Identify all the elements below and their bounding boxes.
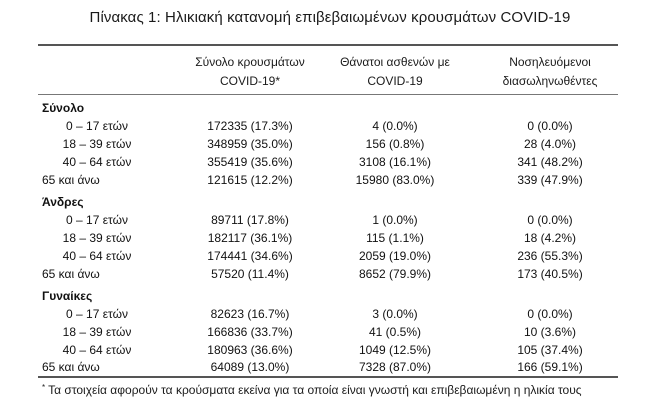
intubated-value: 339 (47.9%) [517, 173, 583, 187]
table-row [0, 171, 660, 189]
deaths-value: 2059 (19.0%) [358, 249, 432, 263]
table-row [0, 135, 660, 153]
section-women-label: Γυναίκες [42, 289, 93, 303]
intubated-value: 10 (3.6%) [523, 325, 577, 339]
header-total-cases-line1: Σύνολο κρουσμάτων [195, 55, 305, 69]
deaths-value: 4 (0.0%) [372, 119, 418, 133]
intubated-value: 341 (48.2%) [517, 155, 583, 169]
footnote [42, 380, 642, 398]
cases-value: 182117 (36.1%) [207, 231, 293, 245]
intubated-value: 0 (0.0%) [527, 213, 573, 227]
header-intubated-line1: Νοσηλευόμενοι [509, 55, 591, 69]
table-row [0, 153, 660, 171]
section-total-label: Σύνολο [42, 101, 85, 115]
intubated-value: 18 (4.2%) [523, 231, 577, 245]
intubated-value: 173 (40.5%) [517, 267, 583, 281]
cases-value: 166836 (33.7%) [207, 325, 293, 339]
header-intubated [485, 53, 615, 91]
footnote-text: Τα στοιχεία αφορούν τα κρούσματα εκείνα για τα οποία είναι γνωστή και επιβεβαιωμένη η ηλικία τους [48, 383, 582, 397]
deaths-value: 156 (0.8%) [365, 137, 425, 151]
table-row [0, 117, 660, 135]
header-total-cases-line2: COVID-19* [219, 74, 281, 88]
age-group: 18 – 39 ετών [62, 137, 132, 151]
cases-value: 174441 (34.6%) [207, 249, 293, 263]
deaths-value: 7328 (87.0%) [358, 360, 432, 374]
age-group: 0 – 17 ετών [66, 213, 128, 227]
deaths-value: 41 (0.5%) [368, 325, 422, 339]
table-row [0, 341, 660, 359]
table-row [0, 323, 660, 341]
header-deaths [325, 53, 465, 91]
age-group: 40 – 64 ετών [62, 249, 132, 263]
deaths-value: 8652 (79.9%) [358, 267, 432, 281]
footnote-marker: * [42, 383, 46, 392]
intubated-value: 0 (0.0%) [527, 119, 573, 133]
table-row [0, 265, 660, 283]
cases-value: 64089 (13.0%) [210, 360, 290, 374]
age-group: 40 – 64 ετών [62, 155, 132, 169]
intubated-value: 105 (37.4%) [517, 343, 583, 357]
age-group: 65 και άνω [42, 173, 100, 187]
intubated-value: 0 (0.0%) [527, 307, 573, 321]
table-row [0, 211, 660, 229]
top-rule [38, 44, 618, 46]
cases-value: 57520 (11.4%) [211, 267, 289, 281]
age-group: 65 και άνω [42, 267, 100, 281]
header-intubated-line2: διασωληνωθέντες [502, 74, 598, 88]
cases-value: 121615 (12.2%) [207, 173, 293, 187]
deaths-value: 1049 (12.5%) [358, 343, 432, 357]
deaths-value: 15980 (83.0%) [355, 173, 435, 187]
table-title: Πίνακας 1: Ηλικιακή κατανομή επιβεβαιωμένων κρουσμάτων COVID-19 [89, 9, 571, 26]
header-deaths-line2: COVID-19 [367, 74, 423, 88]
bottom-rule [38, 376, 618, 378]
table-row [0, 358, 660, 376]
cases-value: 82623 (16.7%) [210, 307, 290, 321]
deaths-value: 1 (0.0%) [372, 213, 418, 227]
cases-value: 348959 (35.0%) [207, 137, 293, 151]
age-group: 0 – 17 ετών [66, 307, 128, 321]
intubated-value: 236 (55.3%) [517, 249, 583, 263]
table-row [0, 229, 660, 247]
cases-value: 355419 (35.6%) [207, 155, 293, 169]
age-group: 18 – 39 ετών [62, 231, 132, 245]
deaths-value: 115 (1.1%) [366, 231, 424, 245]
intubated-value: 166 (59.1%) [517, 360, 583, 374]
cases-value: 172335 (17.3%) [207, 119, 293, 133]
header-rule [38, 94, 618, 95]
header-total-cases [185, 53, 315, 91]
deaths-value: 3 (0.0%) [372, 307, 418, 321]
table-row [0, 305, 660, 323]
cases-value: 180963 (36.6%) [207, 343, 293, 357]
table-row [0, 247, 660, 265]
intubated-value: 28 (4.0%) [523, 137, 577, 151]
section-men-label: Άνδρες [42, 195, 84, 209]
age-group: 65 και άνω [42, 360, 100, 374]
header-deaths-line1: Θάνατοι ασθενών με [340, 55, 450, 69]
age-group: 0 – 17 ετών [66, 119, 128, 133]
cases-value: 89711 (17.8%) [211, 213, 289, 227]
deaths-value: 3108 (16.1%) [358, 155, 432, 169]
age-group: 18 – 39 ετών [62, 325, 132, 339]
age-group: 40 – 64 ετών [62, 343, 132, 357]
